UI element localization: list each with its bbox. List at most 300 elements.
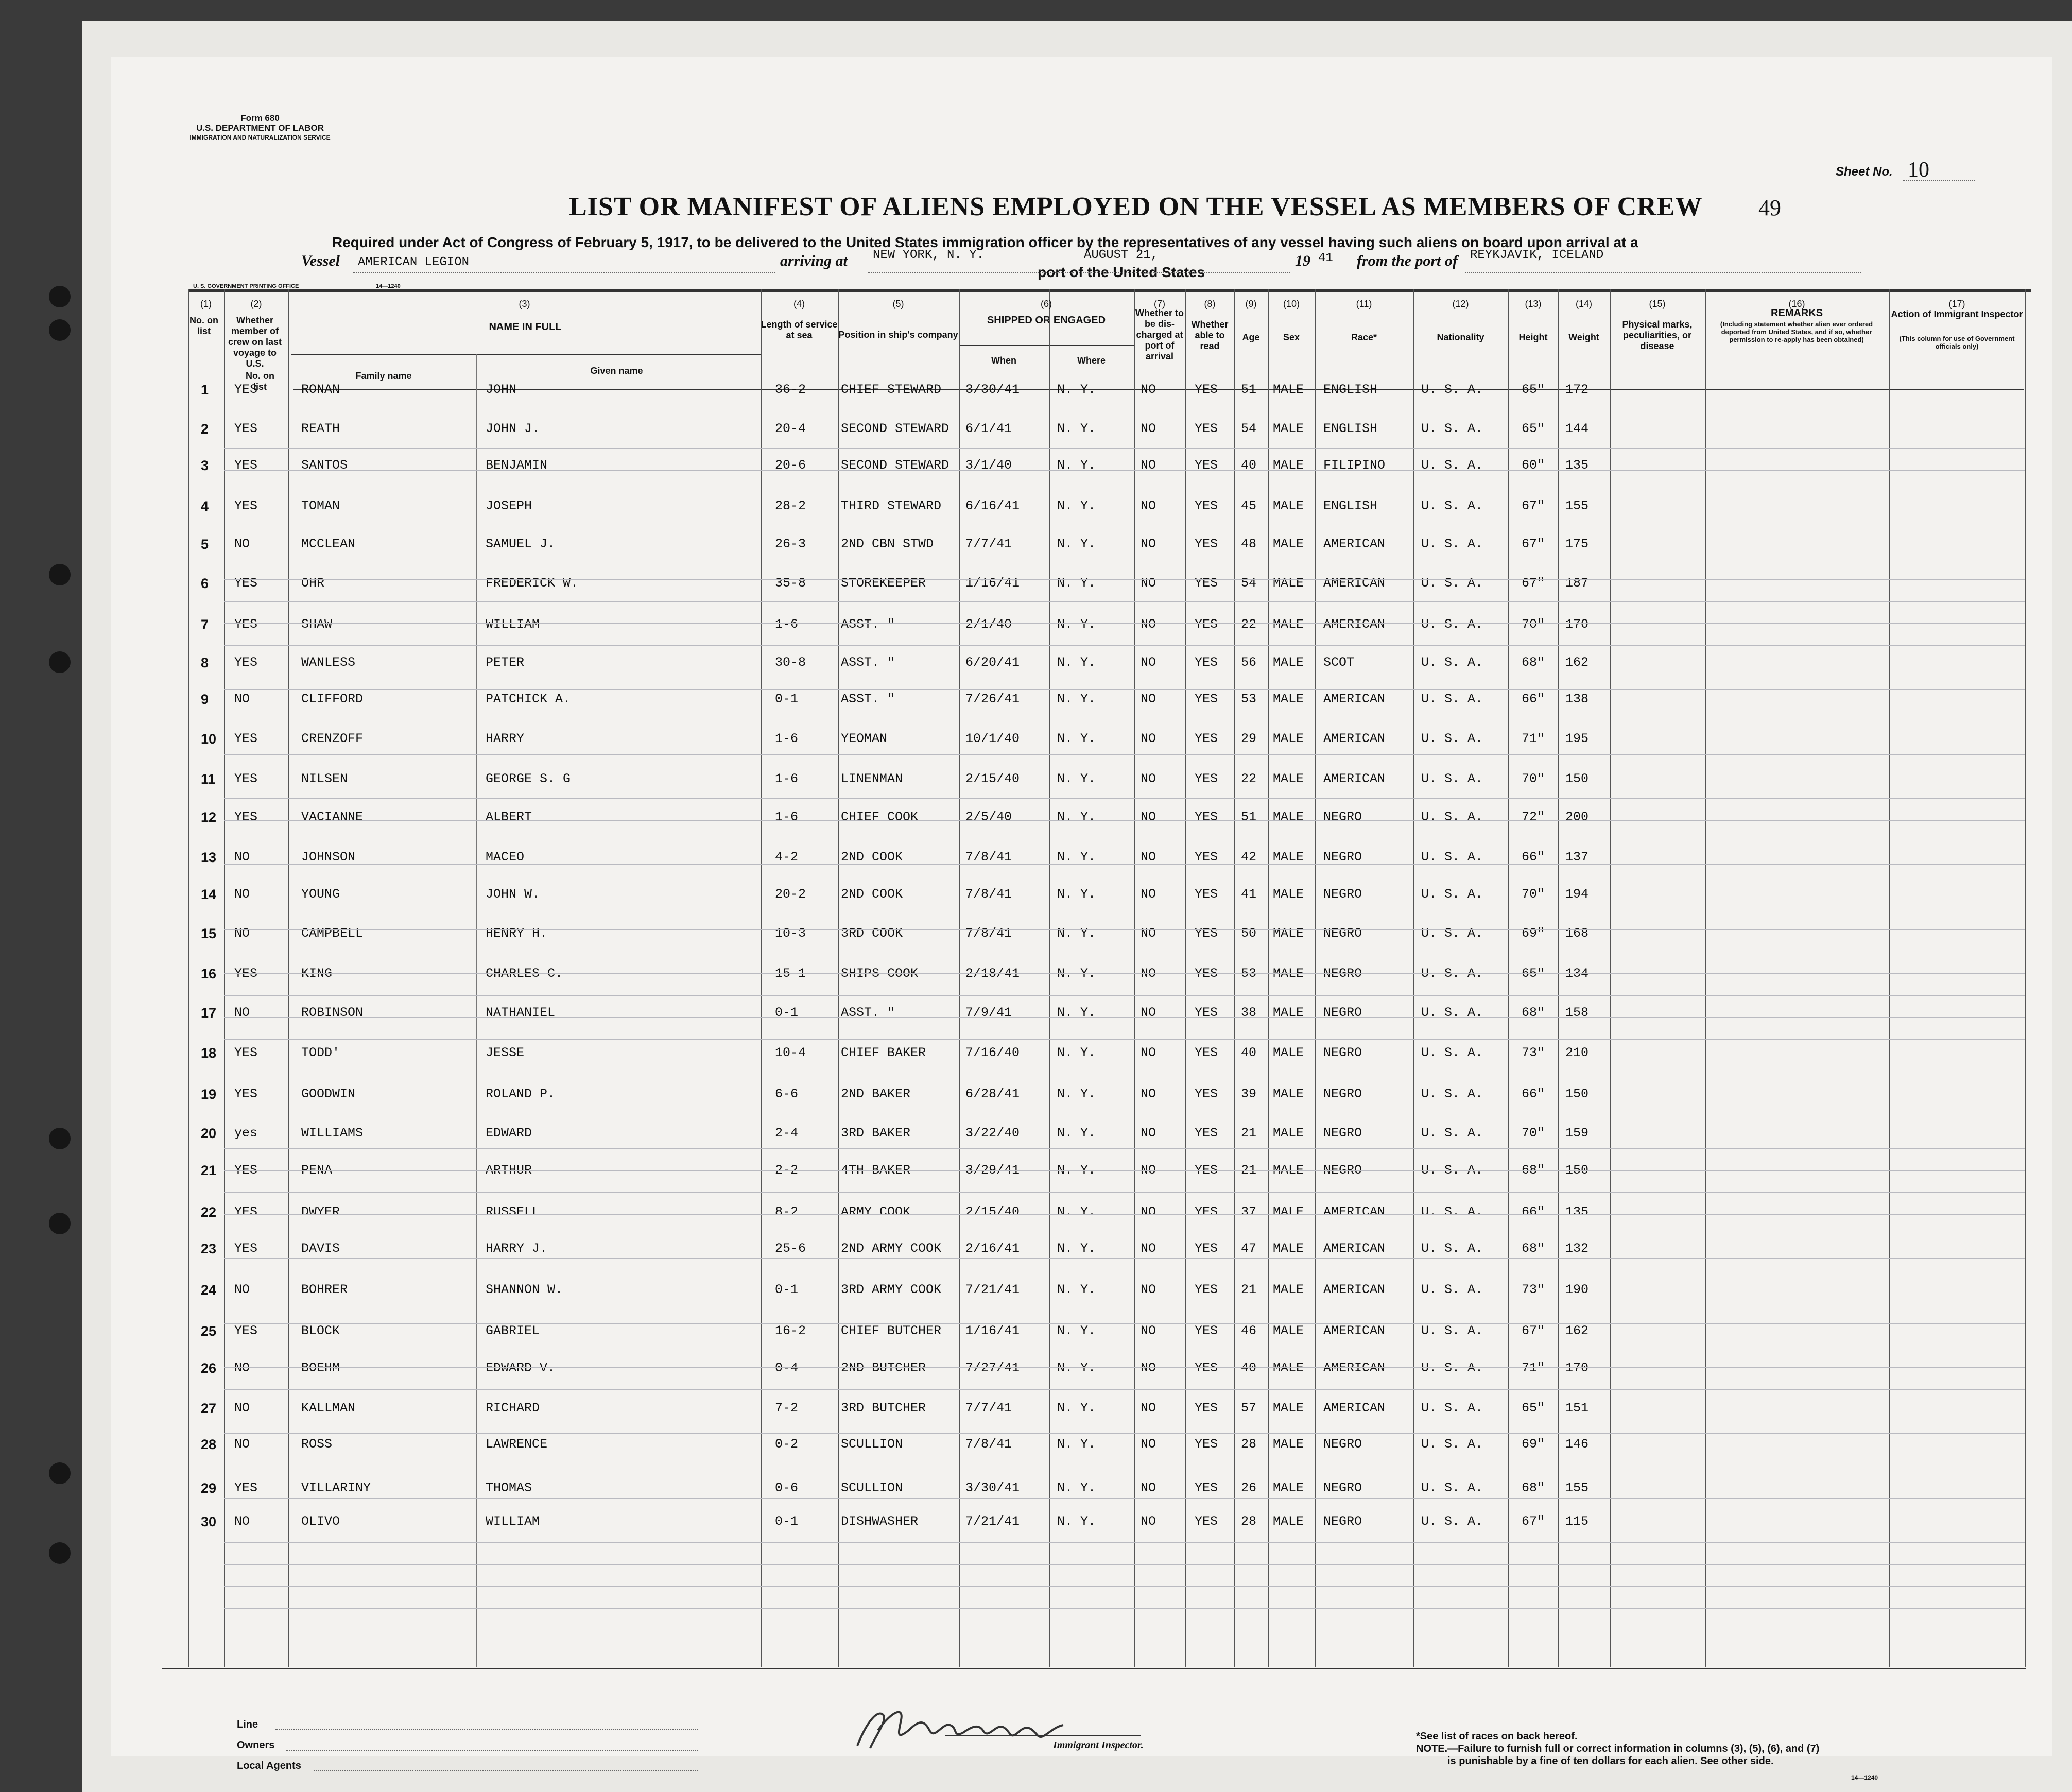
from-port-label: from the port of <box>1357 252 1458 269</box>
cell-age: 57 <box>1241 1401 1257 1416</box>
cell-nationality: U. S. A. <box>1421 421 1483 436</box>
cell-weight: 150 <box>1565 1087 1589 1101</box>
cell-sex: MALE <box>1273 850 1304 865</box>
cell-race: AMERICAN <box>1323 731 1386 746</box>
cell-when: 1/16/41 <box>965 576 1020 591</box>
column-number: (4) <box>793 299 805 309</box>
cell-age: 21 <box>1241 1163 1257 1178</box>
row-rule <box>224 1039 2025 1040</box>
row-rule <box>224 1214 2025 1215</box>
table-row <box>111 850 2052 870</box>
cell-prev: YES <box>234 1204 258 1219</box>
cell-no: 15 <box>201 926 217 941</box>
cell-read: YES <box>1195 1204 1218 1219</box>
cell-family: DWYER <box>301 1204 340 1219</box>
row-rule <box>224 689 2025 690</box>
table-row <box>111 887 2052 907</box>
cell-discharged: NO <box>1141 1087 1156 1101</box>
cell-read: YES <box>1195 576 1218 591</box>
cell-service: 8-2 <box>775 1204 799 1219</box>
column-rule <box>1268 289 1269 1667</box>
cell-race: ENGLISH <box>1323 382 1378 397</box>
cell-sex: MALE <box>1273 1163 1304 1178</box>
cell-family: SANTOS <box>301 458 348 473</box>
cell-service: 4-2 <box>775 850 799 865</box>
cell-nationality: U. S. A. <box>1421 1360 1483 1375</box>
from-port: REYKJAVIK, ICELAND <box>1470 248 1604 262</box>
row-rule <box>224 1367 2025 1368</box>
row-rule <box>224 1433 2025 1434</box>
column-number: (6) <box>1041 299 1052 309</box>
cell-discharged: NO <box>1141 382 1156 397</box>
cell-prev: YES <box>234 498 258 513</box>
row-rule <box>224 754 2025 755</box>
cell-position: ASST. " <box>841 692 895 707</box>
cell-race: AMERICAN <box>1323 1323 1386 1338</box>
cell-no: 14 <box>201 887 217 902</box>
table-row <box>111 1045 2052 1066</box>
cell-service: 6-6 <box>775 1087 799 1101</box>
cell-read: YES <box>1195 458 1218 473</box>
cell-nationality: U. S. A. <box>1421 537 1483 552</box>
table-row <box>111 1480 2052 1501</box>
cell-service: 0-4 <box>775 1360 799 1375</box>
cell-age: 46 <box>1241 1323 1257 1338</box>
cell-when: 7/21/41 <box>965 1282 1020 1297</box>
cell-family: OLIVO <box>301 1514 340 1529</box>
cell-read: YES <box>1195 1126 1218 1141</box>
header-col14: Weight <box>1568 332 1599 342</box>
cell-service: 20-2 <box>775 887 806 902</box>
cell-discharged: NO <box>1141 1005 1156 1020</box>
cell-family: WILLIAMS <box>301 1126 364 1141</box>
cell-height: 66" <box>1522 850 1545 865</box>
header-col1: No. on list <box>189 315 218 336</box>
table-row <box>111 1126 2052 1146</box>
cell-no: 26 <box>201 1360 217 1376</box>
cell-prev: YES <box>234 617 258 632</box>
sheet-number: 10 <box>1908 158 1929 182</box>
cell-height: 67" <box>1522 537 1545 552</box>
cell-age: 22 <box>1241 617 1257 632</box>
cell-where: N. Y. <box>1057 1126 1096 1141</box>
cell-where: N. Y. <box>1057 926 1096 941</box>
cell-when: 3/1/40 <box>965 458 1012 473</box>
cell-discharged: NO <box>1141 887 1156 902</box>
binder-hole <box>49 1128 71 1149</box>
cell-when: 3/22/40 <box>965 1126 1020 1141</box>
table-row <box>111 1005 2052 1026</box>
vessel-name: AMERICAN LEGION <box>358 255 470 269</box>
cell-given: MACEO <box>486 850 525 865</box>
cell-nationality: U. S. A. <box>1421 655 1483 670</box>
cell-position: CHIEF STEWARD <box>841 382 942 397</box>
cell-when: 2/15/40 <box>965 771 1020 786</box>
cell-weight: 200 <box>1565 809 1589 824</box>
row-rule <box>224 470 2025 471</box>
cell-no: 3 <box>201 458 209 473</box>
row-rule <box>224 864 2025 865</box>
column-rule <box>1234 289 1235 1667</box>
cell-where: N. Y. <box>1057 809 1096 824</box>
cell-given: RICHARD <box>486 1401 540 1416</box>
local-agents-label: Local Agents <box>237 1760 301 1771</box>
table-row <box>111 617 2052 637</box>
table-row <box>111 1204 2052 1225</box>
cell-family: TODD' <box>301 1045 340 1060</box>
table-header-layer <box>111 57 2052 1781</box>
footer-top-rule <box>162 1668 2026 1669</box>
cell-height: 68" <box>1522 655 1545 670</box>
column-rule <box>2025 289 2026 1667</box>
cell-read: YES <box>1195 1437 1218 1452</box>
table-row <box>111 1282 2052 1303</box>
cell-nationality: U. S. A. <box>1421 1282 1483 1297</box>
cell-prev: NO <box>234 537 250 552</box>
cell-weight: 155 <box>1565 498 1589 513</box>
cell-family: VILLARINY <box>301 1480 371 1495</box>
cell-position: SCULLION <box>841 1480 903 1495</box>
cell-weight: 134 <box>1565 966 1589 981</box>
cell-discharged: NO <box>1141 1241 1156 1256</box>
cell-family: ROBINSON <box>301 1005 364 1020</box>
cell-service: 36-2 <box>775 382 806 397</box>
binder-hole <box>49 286 71 307</box>
cell-given: JESSE <box>486 1045 525 1060</box>
cell-family: CRENZOFF <box>301 731 364 746</box>
cell-prev: YES <box>234 421 258 436</box>
cell-family: BOHRER <box>301 1282 348 1297</box>
cell-service: 0-6 <box>775 1480 799 1495</box>
cell-race: NEGRO <box>1323 887 1362 902</box>
cell-nationality: U. S. A. <box>1421 1005 1483 1020</box>
cell-age: 53 <box>1241 966 1257 981</box>
binder-hole <box>49 651 71 673</box>
cell-height: 70" <box>1522 617 1545 632</box>
cell-family: ROSS <box>301 1437 333 1452</box>
handwritten-number: 49 <box>1758 195 1781 220</box>
column-rule <box>1185 289 1186 1667</box>
cell-given: JOHN J. <box>486 421 540 436</box>
cell-service: 30-8 <box>775 655 806 670</box>
cell-where: N. Y. <box>1057 1204 1096 1219</box>
cell-given: NATHANIEL <box>486 1005 556 1020</box>
header-col7: Whether to be dis-charged at port of arrival <box>1135 308 1184 361</box>
cell-position: 3RD ARMY COOK <box>841 1282 942 1297</box>
cell-sex: MALE <box>1273 1241 1304 1256</box>
cell-nationality: U. S. A. <box>1421 458 1483 473</box>
cell-where: N. Y. <box>1057 655 1096 670</box>
column-number: (13) <box>1525 299 1542 309</box>
cell-family: TOMAN <box>301 498 340 513</box>
printing-office: U. S. GOVERNMENT PRINTING OFFICE <box>193 283 299 289</box>
cell-height: 70" <box>1522 1126 1545 1141</box>
failure-note: NOTE.—Failure to furnish full or correct information in columns (3), (5), (6), and (7) <box>1416 1743 1820 1754</box>
cell-position: 4TH BAKER <box>841 1163 911 1178</box>
cell-prev: YES <box>234 1480 258 1495</box>
inspector-signature <box>847 1699 1074 1756</box>
column-rule <box>959 289 960 1667</box>
table-row <box>111 498 2052 519</box>
cell-age: 56 <box>1241 655 1257 670</box>
cell-read: YES <box>1195 1005 1218 1020</box>
cell-family: CAMPBELL <box>301 926 364 941</box>
cell-sex: MALE <box>1273 458 1304 473</box>
cell-given: EDWARD V. <box>486 1360 556 1375</box>
cell-weight: 162 <box>1565 655 1589 670</box>
cell-discharged: NO <box>1141 1480 1156 1495</box>
cell-service: 1-6 <box>775 617 799 632</box>
cell-family: GOODWIN <box>301 1087 356 1101</box>
header-col8: Whether able to read <box>1191 319 1229 351</box>
cell-nationality: U. S. A. <box>1421 926 1483 941</box>
cell-position: SHIPS COOK <box>841 966 919 981</box>
table-row <box>111 692 2052 712</box>
cell-weight: 194 <box>1565 887 1589 902</box>
cell-height: 68" <box>1522 1480 1545 1495</box>
column-rule <box>1705 289 1706 1667</box>
cell-position: CHIEF BAKER <box>841 1045 926 1060</box>
cell-nationality: U. S. A. <box>1421 850 1483 865</box>
cell-nationality: U. S. A. <box>1421 1163 1483 1178</box>
cell-no: 5 <box>201 537 209 552</box>
column-number: (8) <box>1204 299 1216 309</box>
cell-weight: 190 <box>1565 1282 1589 1297</box>
cell-discharged: NO <box>1141 966 1156 981</box>
cell-no: 17 <box>201 1005 217 1021</box>
cell-race: NEGRO <box>1323 1514 1362 1529</box>
cell-height: 66" <box>1522 1087 1545 1101</box>
cell-position: 2ND ARMY COOK <box>841 1241 942 1256</box>
cell-no: 18 <box>201 1045 217 1061</box>
cell-no: 28 <box>201 1437 217 1452</box>
manifest-footer <box>111 1668 2052 1781</box>
cell-race: AMERICAN <box>1323 1360 1386 1375</box>
cell-no: 10 <box>201 731 217 747</box>
cell-race: AMERICAN <box>1323 1204 1386 1219</box>
cell-race: NEGRO <box>1323 850 1362 865</box>
cell-position: ASST. " <box>841 1005 895 1020</box>
cell-no: 27 <box>201 1401 217 1416</box>
column-number: (9) <box>1245 299 1257 309</box>
row-rule <box>224 601 2025 602</box>
cell-family: BLOCK <box>301 1323 340 1338</box>
cell-service: 7-2 <box>775 1401 799 1416</box>
cell-family: YOUNG <box>301 887 340 902</box>
cell-height: 60" <box>1522 458 1545 473</box>
cell-family: MCCLEAN <box>301 537 356 552</box>
cell-prev: NO <box>234 1437 250 1452</box>
cell-discharged: NO <box>1141 926 1156 941</box>
column-number: (7) <box>1154 299 1165 309</box>
cell-read: YES <box>1195 382 1218 397</box>
header-col16: REMARKS <box>1770 307 1823 319</box>
cell-nationality: U. S. A. <box>1421 692 1483 707</box>
cell-position: 3RD BAKER <box>841 1126 911 1141</box>
cell-height: 67" <box>1522 1514 1545 1529</box>
header-col9: Age <box>1242 332 1260 342</box>
cell-nationality: U. S. A. <box>1421 1437 1483 1452</box>
subtitle-line2: port of the United States <box>1038 264 1205 280</box>
cell-position: SECOND STEWARD <box>841 421 949 436</box>
cell-sex: MALE <box>1273 1005 1304 1020</box>
cell-nationality: U. S. A. <box>1421 1204 1483 1219</box>
cell-race: ENGLISH <box>1323 498 1378 513</box>
cell-sex: MALE <box>1273 1204 1304 1219</box>
cell-weight: 137 <box>1565 850 1589 865</box>
cell-family: PENA <box>301 1163 333 1178</box>
cell-family: SHAW <box>301 617 333 632</box>
cell-where: N. Y. <box>1057 1087 1096 1101</box>
column-rule <box>1315 289 1316 1667</box>
column-number: (5) <box>892 299 904 309</box>
cell-no: 12 <box>201 809 217 825</box>
cell-race: AMERICAN <box>1323 537 1386 552</box>
table-row <box>111 382 2052 403</box>
cell-weight: 135 <box>1565 1204 1589 1219</box>
cell-sex: MALE <box>1273 887 1304 902</box>
cell-nationality: U. S. A. <box>1421 1126 1483 1141</box>
table-row <box>111 1087 2052 1107</box>
row-rule <box>224 1586 2025 1587</box>
cell-prev: YES <box>234 1241 258 1256</box>
header-col13: Height <box>1518 332 1548 342</box>
cell-prev: NO <box>234 926 250 941</box>
cell-position: ARMY COOK <box>841 1204 911 1219</box>
cell-where: N. Y. <box>1057 966 1096 981</box>
cell-prev: NO <box>234 850 250 865</box>
table-row <box>111 1514 2052 1535</box>
cell-given: ARTHUR <box>486 1163 532 1178</box>
shipped-divider <box>959 345 1134 346</box>
cell-race: NEGRO <box>1323 1163 1362 1178</box>
cell-height: 68" <box>1522 1005 1545 1020</box>
cell-age: 37 <box>1241 1204 1257 1219</box>
cell-prev: YES <box>234 576 258 591</box>
cell-position: 2ND COOK <box>841 887 903 902</box>
cell-when: 7/8/41 <box>965 850 1012 865</box>
table-row <box>111 1163 2052 1183</box>
cell-weight: 159 <box>1565 1126 1589 1141</box>
cell-sex: MALE <box>1273 1401 1304 1416</box>
cell-height: 73" <box>1522 1045 1545 1060</box>
cell-discharged: NO <box>1141 576 1156 591</box>
cell-when: 10/1/40 <box>965 731 1020 746</box>
cell-height: 66" <box>1522 1204 1545 1219</box>
cell-discharged: NO <box>1141 498 1156 513</box>
cell-service: 2-2 <box>775 1163 799 1178</box>
cell-service: 1-6 <box>775 731 799 746</box>
cell-given: FREDERICK W. <box>486 576 579 591</box>
cell-prev: yes <box>234 1126 258 1141</box>
cell-age: 26 <box>1241 1480 1257 1495</box>
cell-age: 21 <box>1241 1126 1257 1141</box>
cell-nationality: U. S. A. <box>1421 498 1483 513</box>
cell-when: 3/30/41 <box>965 382 1020 397</box>
cell-where: N. Y. <box>1057 458 1096 473</box>
cell-when: 7/7/41 <box>965 1401 1012 1416</box>
row-rule <box>224 448 2025 449</box>
header-when: When <box>991 355 1016 366</box>
cell-no: 8 <box>201 655 209 670</box>
cell-given: HENRY H. <box>486 926 548 941</box>
cell-service: 0-1 <box>775 1282 799 1297</box>
cell-position: SECOND STEWARD <box>841 458 949 473</box>
cell-nationality: U. S. A. <box>1421 966 1483 981</box>
cell-race: AMERICAN <box>1323 771 1386 786</box>
cell-read: YES <box>1195 692 1218 707</box>
cell-where: N. Y. <box>1057 382 1096 397</box>
cell-sex: MALE <box>1273 1323 1304 1338</box>
cell-where: N. Y. <box>1057 421 1096 436</box>
header-col15: Physical marks, peculiarities, or disease <box>1622 319 1693 351</box>
cell-read: YES <box>1195 731 1218 746</box>
column-number: (3) <box>519 299 530 309</box>
row-rule <box>224 1608 2025 1609</box>
cell-age: 40 <box>1241 1045 1257 1060</box>
cell-weight: 170 <box>1565 617 1589 632</box>
cell-read: YES <box>1195 1087 1218 1101</box>
cell-discharged: NO <box>1141 1282 1156 1297</box>
header-col3: NAME IN FULL <box>489 321 562 333</box>
cell-service: 0-1 <box>775 1005 799 1020</box>
inspector-line <box>945 1735 1141 1736</box>
row-rule <box>224 1170 2025 1171</box>
cell-read: YES <box>1195 809 1218 824</box>
cell-no: 6 <box>201 576 209 591</box>
column-rule <box>1610 289 1611 1667</box>
cell-age: 29 <box>1241 731 1257 746</box>
cell-race: NEGRO <box>1323 1045 1362 1060</box>
cell-discharged: NO <box>1141 692 1156 707</box>
cell-sex: MALE <box>1273 537 1304 552</box>
header-col17: Action of Immigrant Inspector <box>1891 309 2023 319</box>
cell-no: 21 <box>201 1163 217 1178</box>
table-row <box>111 1241 2052 1262</box>
cell-service: 35-8 <box>775 576 806 591</box>
cell-service: 0-1 <box>775 692 799 707</box>
row-rule <box>224 579 2025 580</box>
cell-race: NEGRO <box>1323 1480 1362 1495</box>
cell-discharged: NO <box>1141 1126 1156 1141</box>
cell-prev: YES <box>234 1163 258 1178</box>
department-name: U.S. DEPARTMENT OF LABOR <box>196 123 324 133</box>
cell-prev: NO <box>234 692 250 707</box>
column-rule <box>288 289 289 1667</box>
cell-family: KING <box>301 966 333 981</box>
cell-nationality: U. S. A. <box>1421 1241 1483 1256</box>
binder-hole <box>49 1462 71 1484</box>
table-row <box>111 576 2052 596</box>
binder-hole <box>49 564 71 585</box>
cell-prev: NO <box>234 1401 250 1416</box>
cell-discharged: NO <box>1141 771 1156 786</box>
cell-service: 0-2 <box>775 1437 799 1452</box>
row-rule <box>224 1258 2025 1259</box>
cell-race: AMERICAN <box>1323 1282 1386 1297</box>
cell-given: CHARLES C. <box>486 966 563 981</box>
cell-when: 3/29/41 <box>965 1163 1020 1178</box>
cell-when: 2/1/40 <box>965 617 1012 632</box>
header-col12: Nationality <box>1437 332 1484 342</box>
column-number: (16) <box>1788 299 1805 309</box>
cell-sex: MALE <box>1273 1126 1304 1141</box>
arrival-date: AUGUST 21, <box>1084 248 1159 262</box>
header-col5: Position in ship's company <box>838 330 958 340</box>
cell-service: 26-3 <box>775 537 806 552</box>
cell-nationality: U. S. A. <box>1421 617 1483 632</box>
header-col2: Whether member of crew on last voyage to U.S. <box>228 315 282 369</box>
